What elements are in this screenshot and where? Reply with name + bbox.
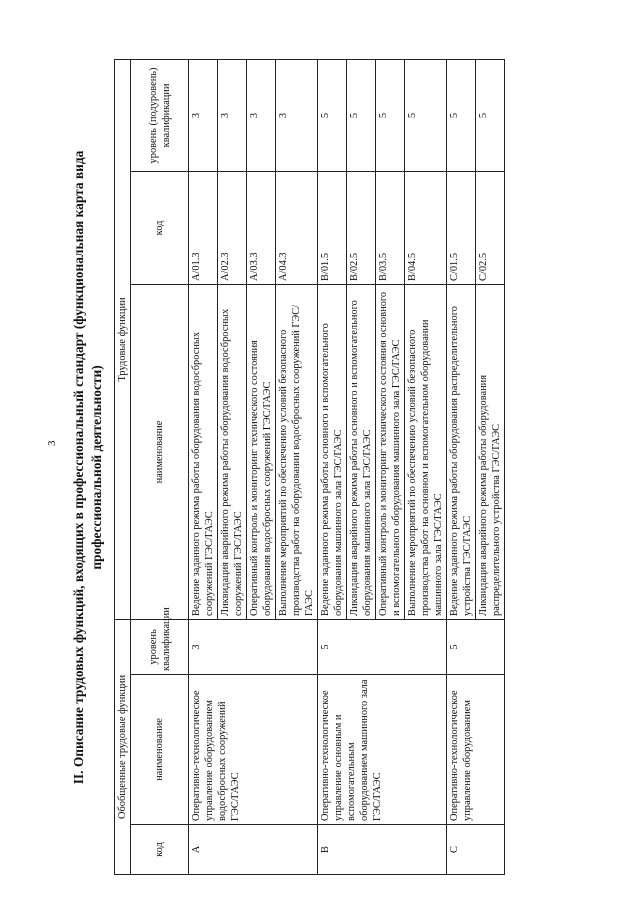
gf-level: 3 (189, 619, 318, 674)
tf-name: Ликвидация аварийного режима работы основного и вспомогательного оборудования машинного зала ГЭС/ГАЭС (347, 284, 376, 619)
tf-code: B/01.5 (318, 171, 347, 284)
table-row (318, 59, 347, 874)
tf-name: Оперативный контроль и мониторинг технического состояния оборудования водосбросных сооружений ГЭС/ГАЭС (247, 284, 276, 619)
gf-code: C (447, 825, 505, 875)
tf-code: C/01.5 (447, 171, 476, 284)
tf-code: B/02.5 (347, 171, 376, 284)
tf-level: 5 (347, 59, 376, 171)
gf-level: 5 (447, 619, 505, 674)
tf-code: A/03.3 (247, 171, 276, 284)
page-number-text: 3 (46, 440, 58, 446)
header-tf-name: наименование (131, 284, 189, 619)
header-labor-functions: Трудовые функции (115, 59, 131, 619)
rotated-page-content (62, 60, 572, 875)
header-generalized-functions: Обобщенные трудовые функции (115, 619, 131, 874)
header-level: уровень квалификации (131, 619, 189, 674)
tf-name: Выполнение мероприятий по обеспечению условий безопасного производства работ на оборудовании водосбросных сооружений ГЭС/ГАЭС (276, 284, 318, 619)
tf-name: Ликвидация аварийного режима работы оборудования распределительного устройства ГЭС/ГАЭС (476, 284, 505, 619)
tf-code: B/03.5 (376, 171, 405, 284)
tf-level: 5 (405, 59, 447, 171)
gf-code: A (189, 825, 318, 875)
tf-name: Ведение заданного режима работы основного и вспомогательного оборудования машинного зала ГЭС/ГАЭС (318, 284, 347, 619)
table-header-group-row (115, 59, 131, 874)
gf-code: B (318, 825, 447, 875)
tf-level: 3 (276, 59, 318, 171)
tf-name: Выполнение мероприятий по обеспечению условий безопасного производства работ на основном и вспомогательном оборудовании машинного зала ГЭС/ГАЭС (405, 284, 447, 619)
gf-name: Оперативно-технологическое управление основным и вспомогательным оборудованием машинного зала ГЭС/ГАЭС (318, 675, 447, 825)
header-tf-code: код (131, 171, 189, 284)
tf-code: A/04.3 (276, 171, 318, 284)
heading-line-1: II. Описание трудовых функций, входящих в профессиональный стандарт (функциональная карта вида (71, 150, 86, 785)
tf-name: Ликвидация аварийного режима работы оборудования водосбросных сооружений ГЭС/ГАЭС (218, 284, 247, 619)
tf-code: C/02.5 (476, 171, 505, 284)
header-name: наименование (131, 675, 189, 825)
table-row (189, 59, 218, 874)
tf-level: 5 (476, 59, 505, 171)
tf-name: Ведение заданного режима работы оборудования водосбросных сооружений ГЭС/ГАЭС (189, 284, 218, 619)
tf-name: Ведение заданного режима работы оборудования распределительного устройства ГЭС/ГАЭС (447, 284, 476, 619)
tf-code: A/01.3 (189, 171, 218, 284)
gf-name: Оперативно-технологическое управление оборудованием водосбросных сооружений ГЭС/ГАЭС (189, 675, 318, 825)
gf-name: Оперативно-технологическое управление оборудованием (447, 675, 505, 825)
tf-code: B/04.5 (405, 171, 447, 284)
tf-level: 5 (447, 59, 476, 171)
tf-code: A/02.3 (218, 171, 247, 284)
header-code: код (131, 825, 189, 875)
table-row (447, 59, 476, 874)
tf-level: 5 (318, 59, 347, 171)
functional-map-table (114, 59, 505, 875)
heading-line-2: профессиональной деятельности) (89, 365, 104, 570)
tf-level: 5 (376, 59, 405, 171)
tf-level: 3 (247, 59, 276, 171)
gf-level: 5 (318, 619, 447, 674)
section-heading (70, 60, 106, 875)
header-tf-level: уровень (подуровень) квалификации (131, 59, 189, 171)
tf-level: 3 (189, 59, 218, 171)
table-header-column-row (131, 59, 189, 874)
tf-name: Оперативный контроль и мониторинг технического состояния основного и вспомогательного оборудования машинного зала ГЭС/ГАЭС (376, 284, 405, 619)
tf-level: 3 (218, 59, 247, 171)
